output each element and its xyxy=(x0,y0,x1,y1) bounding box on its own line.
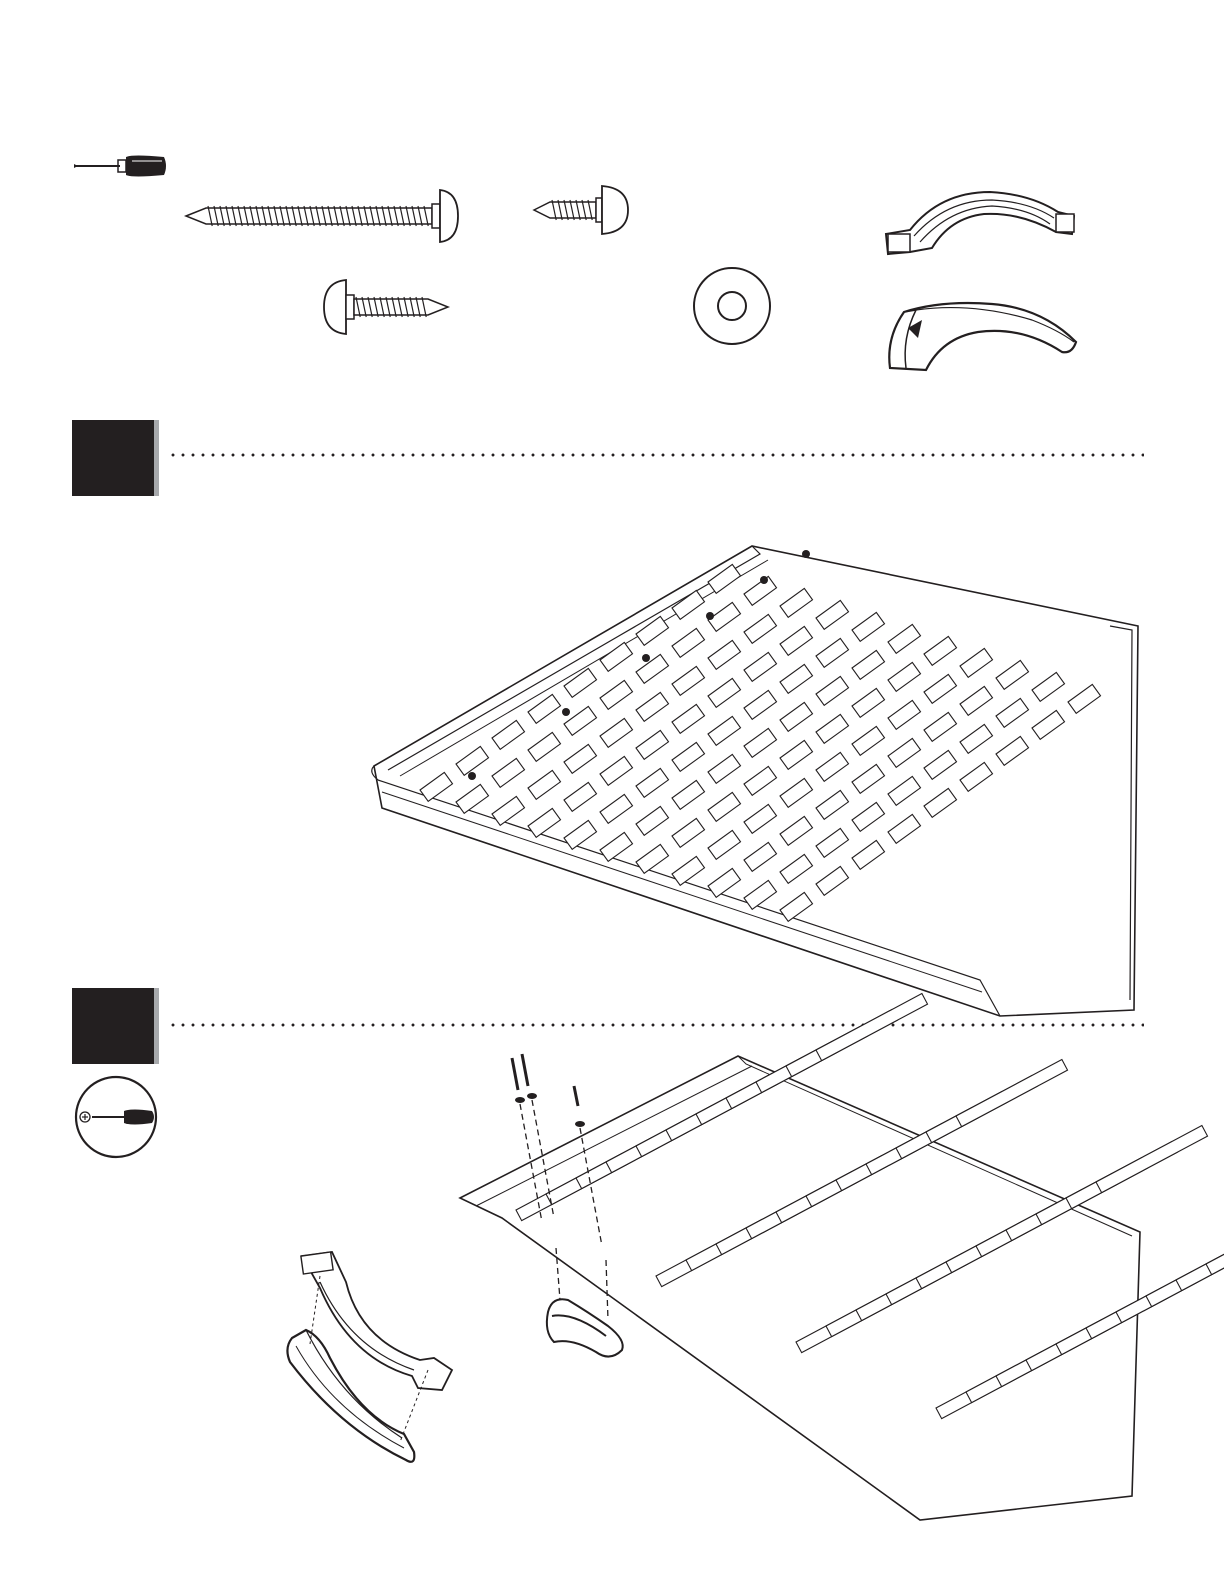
short-screw xyxy=(532,184,632,236)
step-1-badge xyxy=(72,420,156,496)
step-2-divider xyxy=(168,1023,1144,1027)
step-2-handle-assembly xyxy=(280,1248,470,1472)
hardware-section xyxy=(0,0,1224,400)
step-1-floor-panel xyxy=(360,540,1150,1020)
handle-cover xyxy=(882,298,1082,378)
screwdriver-icon xyxy=(72,152,172,180)
step-2-attached-handle xyxy=(547,1299,623,1356)
step-1-divider xyxy=(168,453,1144,457)
step-2-washers xyxy=(515,1093,585,1127)
step-2-badge-shadow xyxy=(154,988,159,1064)
long-screw xyxy=(182,186,462,246)
medium-screw xyxy=(318,278,452,336)
handle-bracket xyxy=(880,186,1080,264)
washer xyxy=(690,264,774,348)
panel-slot xyxy=(956,1060,1068,1127)
panel-slot xyxy=(1176,1224,1224,1291)
step-2-badge xyxy=(72,988,156,1064)
step-1-badge-shadow xyxy=(154,420,159,496)
step-2-floor-panel xyxy=(456,1050,1146,1530)
step-2-tool-screwdriver-icon xyxy=(72,1076,162,1160)
panel-slot xyxy=(1206,1208,1224,1275)
panel-slot xyxy=(1096,1126,1208,1193)
